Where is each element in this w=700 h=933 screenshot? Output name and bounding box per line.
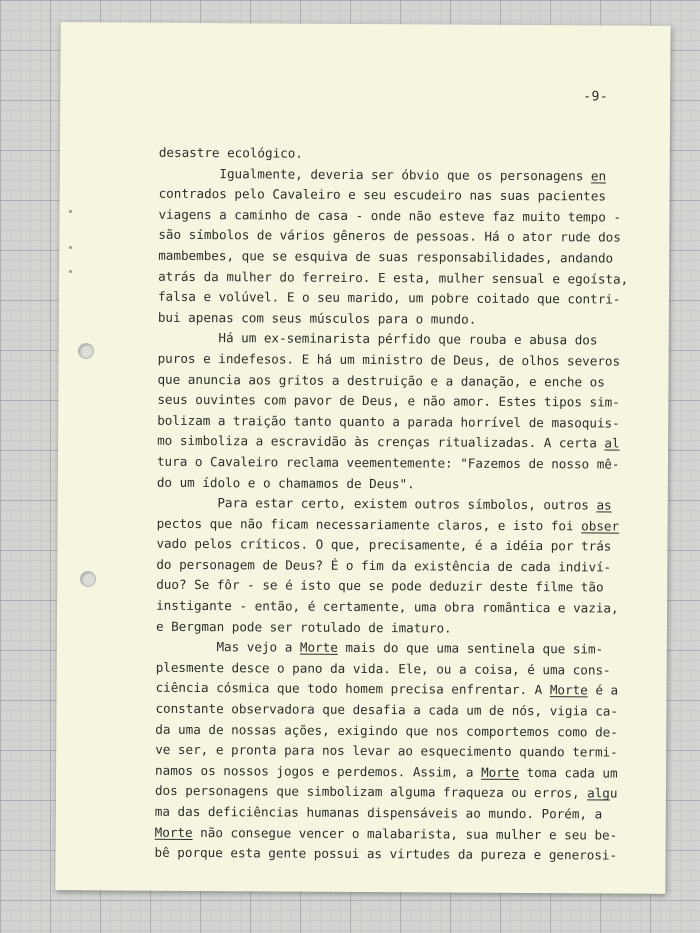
text-line: [158, 328, 628, 351]
text-line: [155, 802, 625, 825]
text-line: [158, 307, 628, 330]
text-line: [155, 740, 625, 763]
text-segment: que anuncia aos gritos a destruição e a danação, e enche os: [157, 371, 605, 390]
text-segment: do personagem de Deus? É o fim da existência de cada indiví-: [156, 556, 612, 575]
underlined-text: Morte: [549, 682, 588, 698]
underlined-text: Morte: [481, 764, 520, 780]
text-segment: contrados pelo Cavaleiro e seu escudeiro nas suas pacientes: [158, 185, 606, 204]
margin-mark: [69, 270, 72, 273]
text-line: [159, 163, 629, 186]
text-segment: u: [609, 785, 618, 801]
text-segment: namos os nossos jogos e perdemos. Assim, a: [155, 762, 482, 780]
text-segment: do um ídolo e o chamamos de Deus".: [156, 474, 415, 491]
text-segment: mais do que uma sentinela que sim-: [337, 640, 604, 657]
margin-mark: [69, 246, 72, 249]
text-line: [159, 143, 629, 166]
text-line: [156, 637, 626, 660]
punch-hole-top: [78, 343, 94, 359]
text-line: [156, 534, 626, 557]
text-segment: bolizam a traição tanto quanto a parada horrível de masoquis-: [157, 412, 620, 431]
text-line: [158, 246, 628, 269]
text-line: [155, 761, 625, 784]
text-segment: ma das deficiências humanas dispensáveis ao mundo. Porém, a: [154, 803, 603, 822]
text-line: [157, 452, 627, 475]
text-line: [155, 719, 625, 742]
underlined-text: Morte: [299, 639, 338, 656]
text-segment: bê porque esta gente possui as virtudes da pureza e generosi-: [154, 844, 618, 863]
text-segment: desastre ecológico.: [158, 144, 303, 161]
text-line: [156, 575, 626, 598]
text-line: [156, 658, 626, 681]
document-page: [55, 22, 670, 894]
text-line: [155, 843, 625, 866]
text-segment: Igualmente, deveria ser óbvio que os personagens: [158, 165, 591, 183]
margin-mark: [69, 210, 72, 213]
text-line: [157, 493, 627, 516]
text-line: [156, 616, 626, 639]
underlined-text: al: [604, 435, 620, 451]
text-segment: não consegue vencer o malabarista, sua mulher e seu be-: [192, 824, 618, 843]
text-segment: atrás da mulher do ferreiro. E esta, mulher sensual e egoísta,: [158, 268, 629, 287]
text-segment: constante observadora que desafia a cada um de nós, vigia ca-: [155, 700, 619, 719]
text-line: [158, 225, 628, 248]
punch-hole-bottom: [80, 571, 96, 587]
text-line: [159, 184, 629, 207]
text-segment: puros e indefesos. E há um ministro de Deus, de olhos severos: [157, 350, 621, 369]
underlined-text: obser: [581, 518, 620, 534]
text-segment: Mas vejo a: [155, 638, 300, 655]
text-line: [155, 699, 625, 722]
text-segment: instigante - então, é certamente, uma obra romântica e vazia,: [156, 597, 619, 616]
underlined-text: Morte: [154, 824, 193, 840]
text-segment: vado pelos críticos. O que, precisamente, é a idéia por trás: [156, 536, 612, 554]
text-segment: viagens a caminho de casa - onde não esteve faz muito tempo -: [158, 206, 622, 225]
text-line: [156, 678, 626, 701]
underlined-text: as: [596, 497, 612, 513]
text-line: [157, 410, 627, 433]
text-segment: Para estar certo, existem outros símbolos, outros: [156, 494, 597, 513]
text-segment: Há um ex-seminarista pérfido que rouba e abusa dos: [157, 330, 598, 348]
text-segment: plesmente desce o pano da vida. Ele, ou a coisa, é uma cons-: [155, 659, 611, 678]
text-segment: mambembes, que se esquiva de suas responsabilidades, andando: [158, 247, 614, 266]
text-segment: bui apenas com seus músculos para o mundo.: [157, 309, 477, 327]
text-line: [155, 822, 625, 845]
underlined-text: en: [590, 167, 607, 184]
text-segment: ve ser, e pronta para nos levar ao esquecimento quando termi-: [155, 741, 618, 760]
text-segment: tura o Cavaleiro reclama veementemente: "Fazemos de nosso mê-: [156, 453, 620, 472]
text-segment: duo? Se fôr - se é isto que se pode deduzir deste filme tão: [156, 577, 604, 595]
text-line: [156, 555, 626, 578]
text-segment: pectos que não ficam necessariamente claros, e isto foi: [156, 515, 582, 534]
text-segment: falsa e volúvel. E o seu marido, um pobre coitado que contri-: [157, 288, 621, 307]
text-line: [157, 369, 627, 392]
text-line: [158, 287, 628, 310]
text-segment: mo simboliza a escravidão às crenças ritualizadas. A certa: [157, 433, 605, 451]
text-line: [158, 205, 628, 228]
text-line: [157, 513, 627, 536]
text-line: [155, 781, 625, 804]
text-line: [156, 596, 626, 619]
text-segment: é a: [587, 682, 619, 699]
text-line: [158, 266, 628, 289]
page-number: -9-: [583, 89, 609, 105]
body-text: [155, 143, 629, 867]
text-segment: seus ouvintes com pavor de Deus, e não amor. Estes tipos sim-: [157, 391, 620, 410]
text-line: [157, 390, 627, 413]
text-segment: e Bergman pode ser rotulado de imaturo.: [155, 618, 452, 636]
text-segment: da uma de nossas ações, exigindo que nos comportemos como de-: [155, 721, 618, 740]
text-line: [158, 349, 628, 372]
text-line: [157, 472, 627, 495]
text-line: [157, 431, 627, 454]
text-segment: ciência cósmica que todo homem precisa enfrentar. A: [155, 680, 550, 698]
underlined-text: alg: [587, 785, 610, 801]
text-segment: toma cada um: [518, 764, 618, 781]
text-segment: são símbolos de vários gêneros de pessoas. Há o ator rude dos: [158, 227, 621, 245]
text-segment: dos personagens que simbolizam alguma fraqueza ou erros,: [154, 783, 588, 801]
